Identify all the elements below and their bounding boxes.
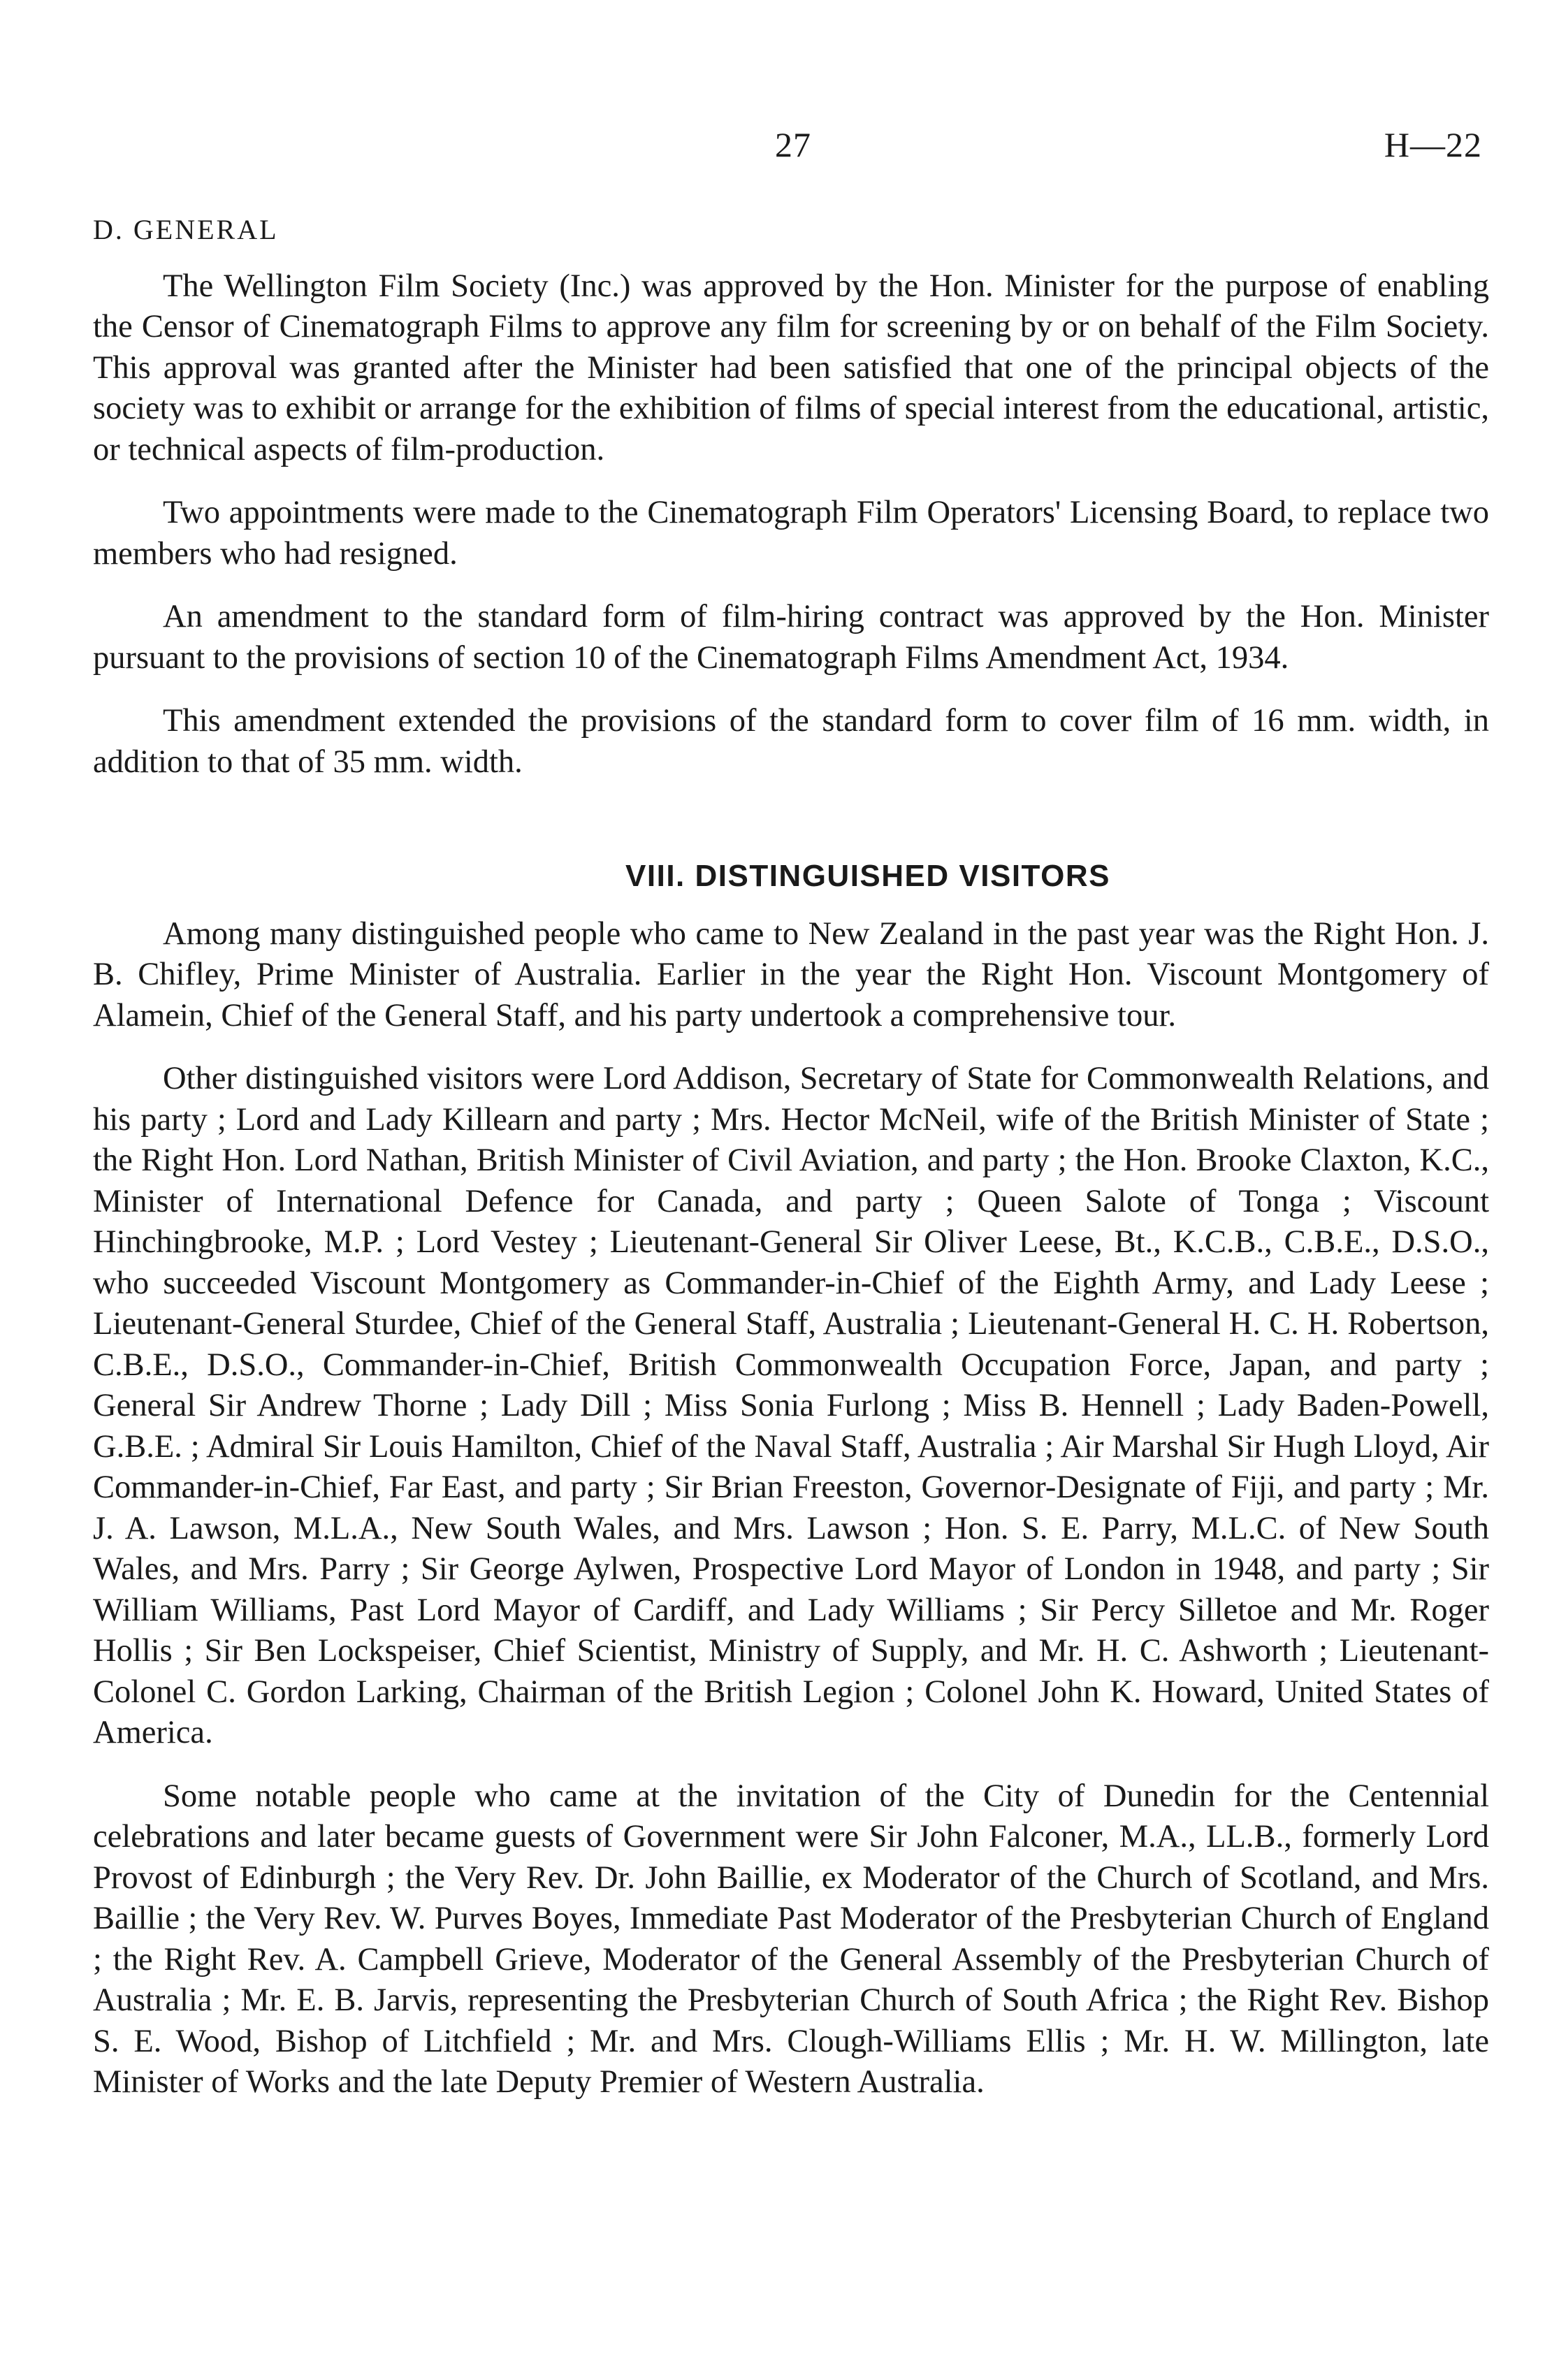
paragraph: Two appointments were made to the Cinematograph Film Operators' Licensing Board, to replace two members who had resigned. [93,495,1489,572]
body-text [93,210,1489,2126]
paragraph: The Wellington Film Society (Inc.) was approved by the Hon. Minister for the purpose of enabling the Censor of Cinematograph Films to approve any film for screening by or on behalf of the Film Society. This approval was granted after the Minister had been satisfied that one of the principal objects of the society was to exhibit or arrange for the exhibition of films of special interest from the educational, artistic, or technical aspects of film-production. [93,268,1489,467]
paragraph: An amendment to the standard form of film-hiring contract was approved by the Hon. Minister pursuant to the provisions of section 10 of the Cinematograph Films Amendment Act, 1934. [93,599,1489,676]
paragraph: This amendment extended the provisions of the standard form to cover film of 16 mm. width, in addition to that of 35 mm. width. [93,703,1489,780]
paragraph: Some notable people who came at the invitation of the City of Dunedin for the Centennial celebrations and later became guests of Government were Sir John Falconer, M.A., LL.B., formerly Lord Provost of Edinburgh ; the Very Rev. Dr. John Baillie, ex Moderator of the Church of Scotland, and Mrs. Baillie ; the Very Rev. W. Purves Boyes, Immediate Past Moderator of the Presbyterian Church of England ; the Right Rev. A. Campbell Grieve, Moderator of the General Assembly of the Presbyterian Church of Australia ; Mr. E. B. Jarvis, representing the Presbyterian Church of South Africa ; the Right Rev. Bishop S. E. Wood, Bishop of Litchfield ; Mr. and Mrs. Clough-Williams Ellis ; Mr. H. W. Millington, late Minister of Works and the late Deputy Premier of Western Australia. [93,1778,1489,2100]
section-title-distinguished-visitors: VIII. DISTINGUISHED VISITORS [625,859,1110,893]
page-number: 27 [775,125,811,164]
paragraph: Other distinguished visitors were Lord Addison, Secretary of State for Commonwealth Relations, and his party ; Lord and Lady Killearn and party ; Mrs. Hector McNeil, wife of the British Minister of State ; the Right Hon. Lord Nathan, British Minister of Civil Aviation, and party ; the Hon. Brooke Claxton, K.C., Minister of International Defence for Canada, and party ; Queen Salote of Tonga ; Viscount Hinchingbrooke, M.P. ; Lord Vestey ; Lieutenant-General Sir Oliver Leese, Bt., K.C.B., C.B.E., D.S.O., who succeeded Viscount Montgomery as Commander-in-Chief of the Eighth Army, and Lady Leese ; Lieutenant-General Sturdee, Chief of the General Staff, Australia ; Lieutenant-General H. C. H. Robertson, C.B.E., D.S.O., Commander-in-Chief, British Commonwealth Occupation Force, Japan, and party ; General Sir Andrew Thorne ; Lady Dill ; Miss Sonia Furlong ; Miss B. Hennell ; Lady Baden-Powell, G.B.E. ; Admiral Sir Louis Hamilton, Chief of the Naval Staff, Australia ; Air Marshal Sir Hugh Lloyd, Air Commander-in-Chief, Far East, and party ; Sir Brian Freeston, Governor-Designate of Fiji, and party ; Mr. J. A. Lawson, M.L.A., New South Wales, and Mrs. Lawson ; Hon. S. E. Parry, M.L.C. of New South Wales, and Mrs. Parry ; Sir George Aylwen, Prospective Lord Mayor of London in 1948, and party ; Sir William Williams, Past Lord Mayor of Cardiff, and Lady Williams ; Sir Percy Silletoe and Mr. Roger Hollis ; Sir Ben Lockspeiser, Chief Scientist, Ministry of Supply, and Mr. H. C. Ashworth ; Lieutenant-Colonel C. Gordon Larking, Chairman of the British Legion ; Colonel John K. Howard, United States of America. [93,1061,1489,1750]
document-reference: H—22 [1384,125,1482,164]
subsection-heading-general: D. GENERAL [93,214,279,245]
paragraph: Among many distinguished people who came to New Zealand in the past year was the Right Hon. J. B. Chifley, Prime Minister of Australia. Earlier in the year the Right Hon. Viscount Montgomery of Alamein, Chief of the General Staff, and his party undertook a comprehensive tour. [93,915,1489,1033]
